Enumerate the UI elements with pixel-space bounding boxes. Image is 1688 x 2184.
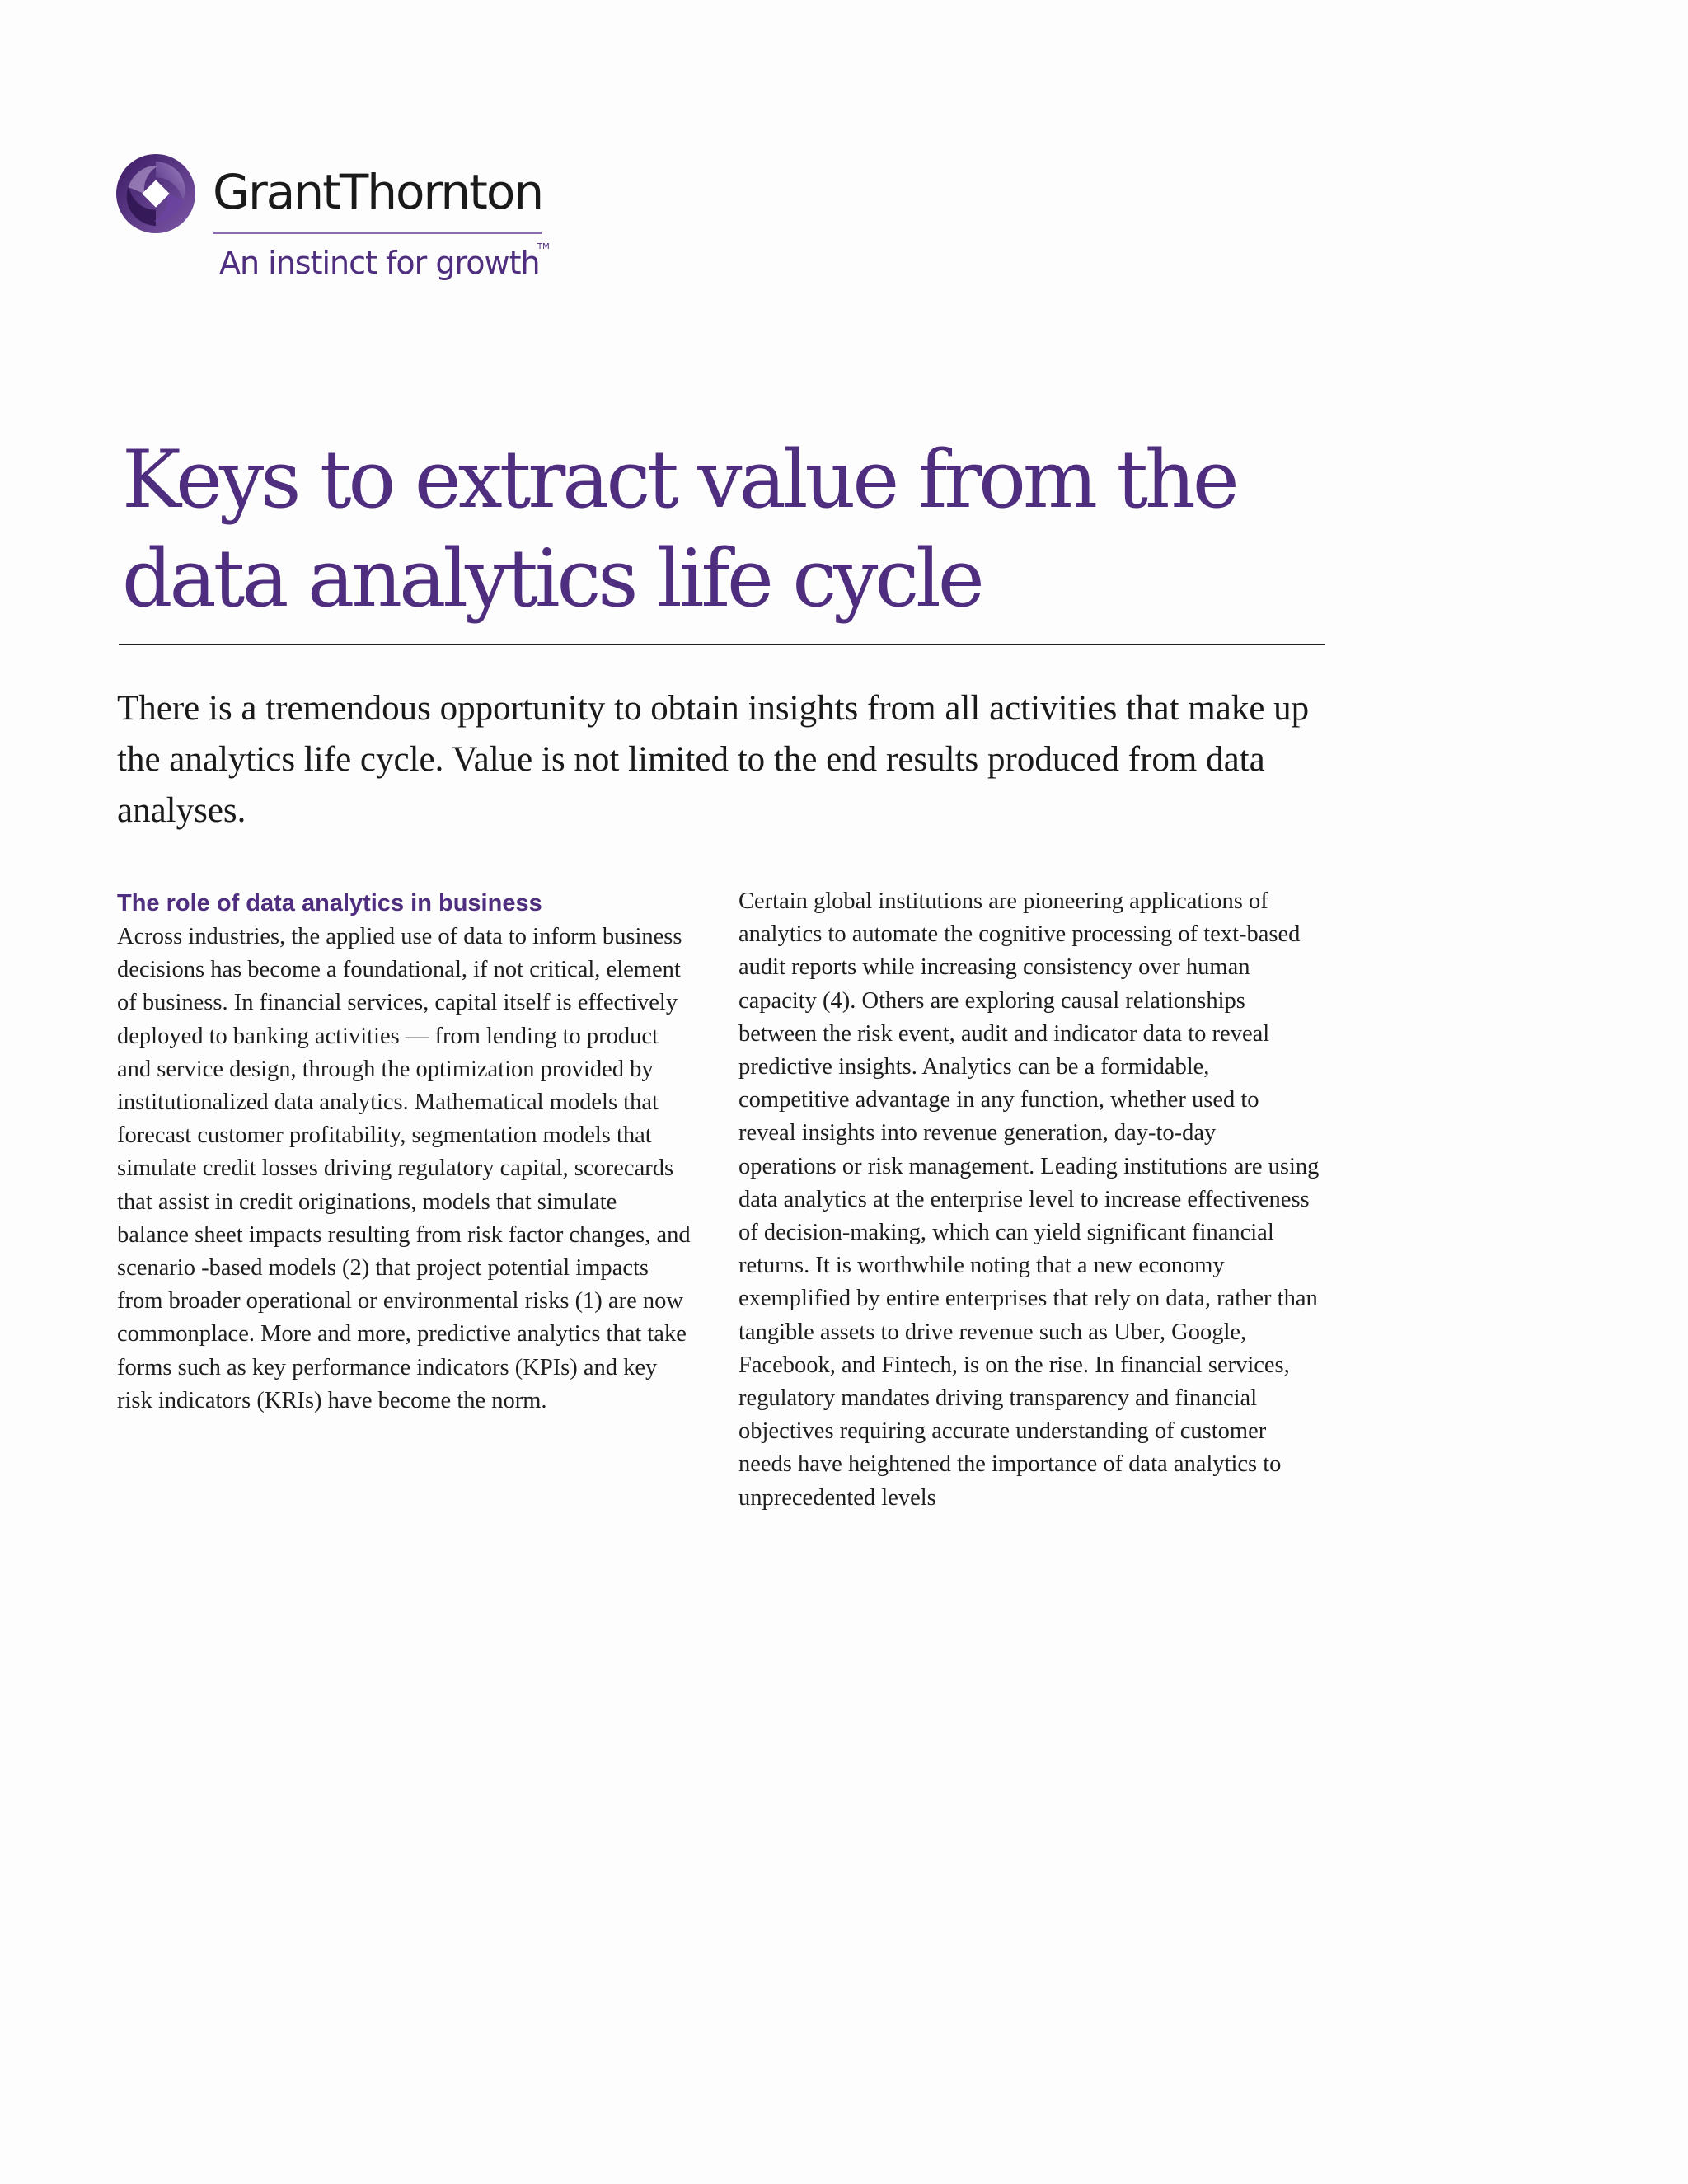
title-divider <box>119 644 1325 645</box>
lead-paragraph: There is a tremendous opportunity to obtain insights from all activities that make up the analytics life cycle. Value is not limited to the end results produced from data analyses. <box>117 689 1310 830</box>
page-title: Keys to extract value from the data analytics life cycle <box>122 434 1236 625</box>
logo-divider <box>213 232 542 234</box>
right-column-body: Certain global institutions are pioneering applications of analytics to automate the cognitive processing of text-based audit reports while increasing consistency over human capacity (4). Others are exploring causal relationships between the risk event, audit and indicator data to reveal predictive insights. Analytics can be a formidable, competitive advantage in any function, whether used to reveal insights into revenue generation, day-to-day operations or risk management. Leading institutions are using data analytics at the enterprise level to increase effectiveness of decision-making, which can yield significant financial returns. It is worthwhile noting that a new economy exemplified by entire enterprises that rely on data, rather than tangible assets to drive revenue such as Uber, Google, Facebook, and Fintech, is on the rise. In financial services, regulatory mandates driving transparency and financial objectives requiring accurate understanding of customer needs have heightened the importance of data analytics to unprecedented levels <box>738 888 1320 1511</box>
logo-trademark: TM <box>537 242 550 251</box>
section-heading: The role of data analytics in business <box>117 890 542 916</box>
grant-thornton-logo <box>115 153 560 293</box>
left-column-body: Across industries, the applied use of data to inform business decisions has become a foundational, if not critical, element of business. In financial services, capital itself is effectively deployed to banking activities — from lending to product and service design, through the optimization provided by institutionalized data analytics. Mathematical models that forecast customer profitability, segmentation models that simulate credit losses driving regulatory capital, scorecards that assist in credit originations, models that simulate balance sheet impacts resulting from risk factor changes, and scenario -based models (2) that project potential impacts from broader operational or environmental risks (1) are now commonplace. More and more, predictive analytics that take forms such as key performance indicators (KPIs) and key risk indicators (KRIs) have become the norm. <box>117 924 691 1413</box>
left-column <box>117 886 694 1418</box>
logo-wordmark: GrantThornton <box>213 164 543 220</box>
grant-thornton-logo-mark-icon <box>115 153 196 234</box>
right-column <box>738 885 1320 1515</box>
logo-tagline: An instinct for growth <box>219 245 540 281</box>
